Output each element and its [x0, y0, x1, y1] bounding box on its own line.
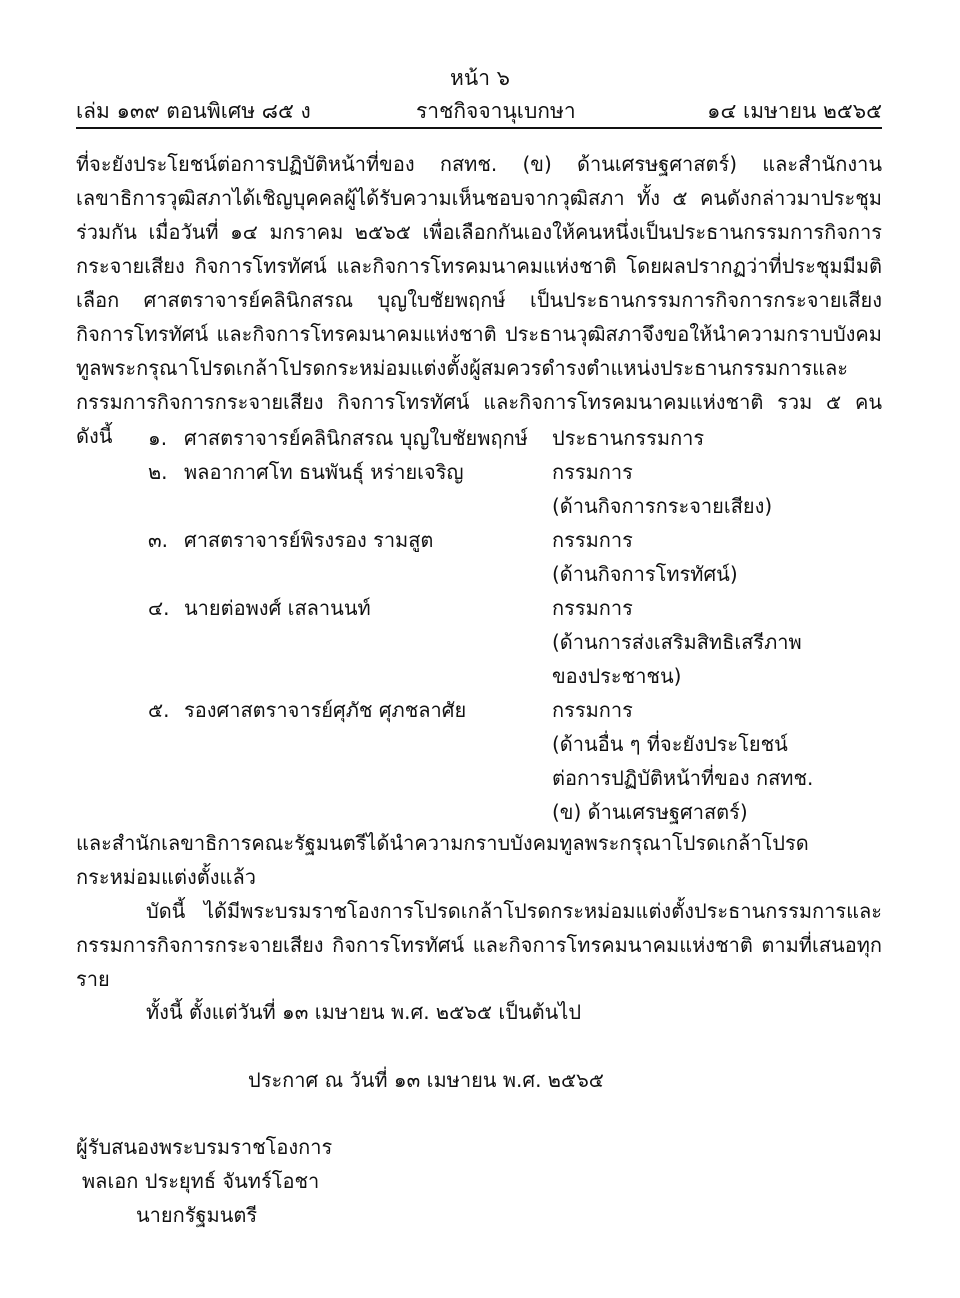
- member-name: ศาสตราจารย์พิรงรอง รามสูต: [184, 528, 434, 552]
- member-item: [148, 421, 882, 455]
- header-divider: [76, 127, 882, 129]
- member-role: [552, 455, 882, 523]
- paragraph-effective-date: ทั้งนี้ ตั้งแต่วันที่ ๑๓ เมษายน พ.ศ. ๒๕๖๕ เป็นต้นไป: [146, 1000, 582, 1024]
- countersign-label: ผู้รับสนองพระบรมราชโองการ: [76, 1135, 333, 1159]
- member-role-line: (ด้านกิจการกระจายเสียง): [552, 494, 773, 518]
- given-date: ประกาศ ณ วันที่ ๑๓ เมษายน พ.ศ. ๒๕๖๕: [248, 1068, 604, 1092]
- member-role-line: (ด้านอื่น ๆ ที่จะยังประโยชน์: [552, 732, 788, 756]
- member-role: [552, 421, 882, 455]
- member-list: [148, 421, 882, 829]
- paragraph-cabinet-secretariat: และสำนักเลขาธิการคณะรัฐมนตรีได้นำความกราบบังคมทูลพระกรุณาโปรดเกล้าโปรดกระหม่อมแต่งตั้งแล้ว: [76, 831, 809, 889]
- member-name: ศาสตราจารย์คลินิกสรณ บุญใบชัยพฤกษ์: [184, 426, 528, 450]
- member-item: [148, 455, 882, 523]
- volume-info: เล่ม ๑๓๙ ตอนพิเศษ ๘๕ ง: [76, 99, 311, 123]
- member-number: ๓.: [148, 528, 169, 552]
- member-role-line: (ข) ด้านเศรษฐศาสตร์): [552, 800, 748, 824]
- member-number: ๕.: [148, 698, 170, 722]
- signatory-title: นายกรัฐมนตรี: [136, 1203, 258, 1227]
- member-role: [552, 693, 882, 829]
- member-role-line: กรรมการ: [552, 460, 633, 484]
- publication-name: ราชกิจจานุเบกษา: [416, 99, 576, 123]
- member-role-line: กรรมการ: [552, 528, 633, 552]
- member-role-line: (ด้านกิจการโทรทัศน์): [552, 562, 738, 586]
- member-role-line: กรรมการ: [552, 698, 633, 722]
- member-item: [148, 693, 882, 829]
- signatory-name: พลเอก ประยุทธ์ จันทร์โอชา: [82, 1169, 320, 1193]
- member-role-line: ของประชาชน): [552, 664, 682, 688]
- member-number: ๒.: [148, 460, 168, 484]
- member-role: [552, 591, 882, 693]
- gazette-header: [76, 95, 882, 125]
- publication-date: ๑๔ เมษายน ๒๕๖๕: [707, 99, 882, 123]
- member-number: ๑.: [148, 426, 168, 450]
- paragraph-intro: ที่จะยังประโยชน์ต่อการปฏิบัติหน้าที่ของ กสทช. (ข) ด้านเศรษฐศาสตร์) และสำนักงานเลขาธิการวุฒิสภาได้เชิญบุคคลผู้ได้รับความเห็นชอบจากวุฒิสภา ทั้ง ๕ คนดังกล่าวมาประชุมร่วมกัน เมื่อวันที่ ๑๔ มกราคม ๒๕๖๕ เพื่อเลือกกันเองให้คนหนึ่งเป็นประธานกรรมการกิจการกระจายเสียง กิจการโทรทัศน์ และกิจการโทรคมนาคมแห่งชาติ โดยผลปรากฏว่าที่ประชุมมีมติเลือก ศาสตราจารย์คลินิกสรณ บุญใบชัยพฤกษ์ เป็นประธานกรรมการกิจการกระจายเสียง กิจการโทรทัศน์ และกิจการโทรคมนาคมแห่งชาติ ประธานวุฒิสภาจึงขอให้นำความกราบบังคมทูลพระกรุณาโปรดเกล้าโปรดกระหม่อมแต่งตั้งผู้สมควรดำรงตำแหน่งประธานกรรมการและกรรมการกิจการกระจายเสียง กิจการโทรทัศน์ และกิจการโทรคมนาคมแห่งชาติ รวม ๕ คน ดังนี้: [76, 152, 882, 448]
- member-role-line: (ด้านการส่งเสริมสิทธิเสรีภาพ: [552, 630, 802, 654]
- member-item: [148, 523, 882, 591]
- member-name: รองศาสตราจารย์ศุภัช ศุภชลาศัย: [184, 698, 467, 722]
- member-number: ๔.: [148, 596, 170, 620]
- member-name: นายต่อพงศ์ เสลานนท์: [184, 596, 371, 620]
- member-role-line: ประธานกรรมการ: [552, 426, 705, 450]
- member-role: [552, 523, 882, 591]
- member-role-line: ต่อการปฏิบัติหน้าที่ของ กสทช.: [552, 766, 814, 790]
- member-name: พลอากาศโท ธนพันธุ์ หร่ายเจริญ: [184, 460, 464, 484]
- paragraph-royal-command: บัดนี้ ได้มีพระบรมราชโองการโปรดเกล้าโปรดกระหม่อมแต่งตั้งประธานกรรมการและกรรมการกิจการกระจายเสียง กิจการโทรทัศน์ และกิจการโทรคมนาคมแห่งชาติ ตามที่เสนอทุกราย: [76, 899, 882, 991]
- signature-block: [76, 1130, 332, 1232]
- member-item: [148, 591, 882, 693]
- page-number: หน้า ๖: [450, 66, 510, 90]
- member-role-line: กรรมการ: [552, 596, 633, 620]
